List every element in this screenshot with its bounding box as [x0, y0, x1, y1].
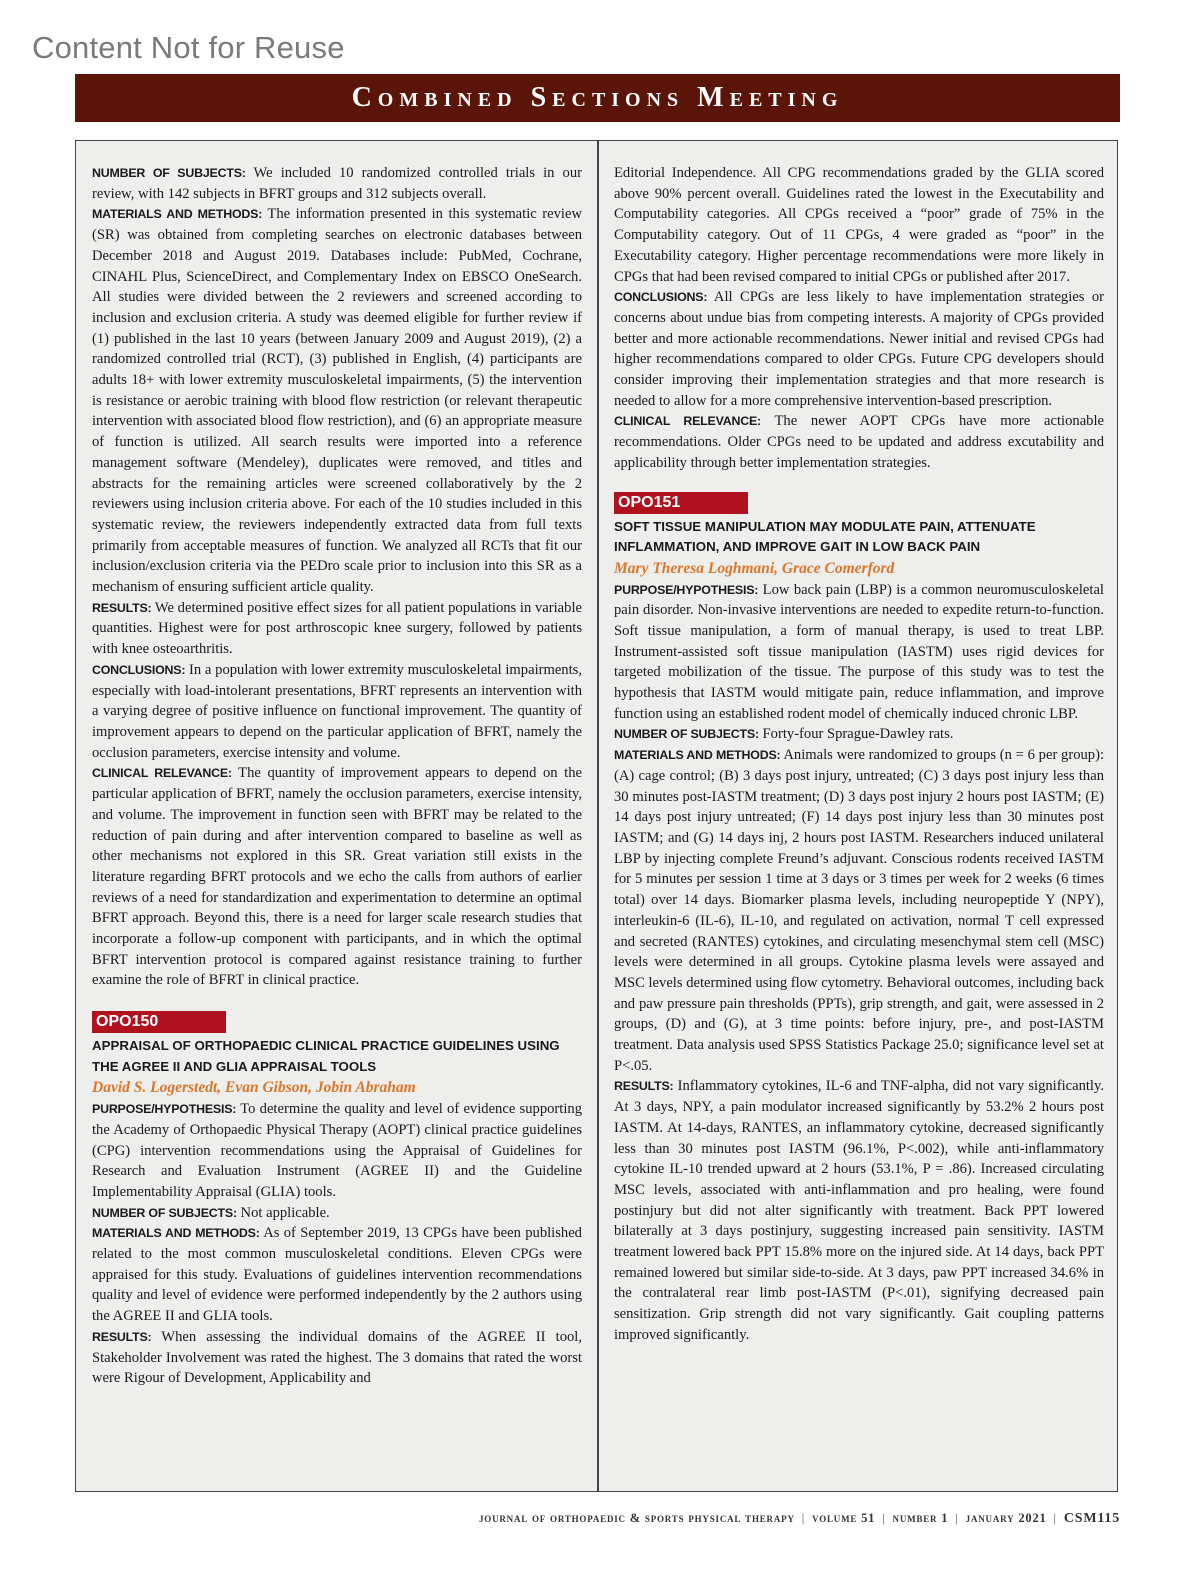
paragraph — [614, 411, 1104, 473]
section-label: RESULTS: — [92, 600, 152, 615]
paragraph-text: Editorial Independence. All CPG recommendations graded by the GLIA scored above 90% percent overall. Guidelines rated the lowest in the Executability and Computability categories. All CPGs received a “poor” grade of 75% in the Computability category. Out of 11 CPGs, 4 were graded as “poor” in the Executability category. Higher percentage recommendations were more likely in CPGs that had been revised compared to initial CPGs or published after 2017. — [614, 165, 1104, 285]
paragraph — [92, 163, 582, 204]
abstract-title: APPRAISAL OF ORTHOPAEDIC CLINICAL PRACTICE GUIDELINES USING THE AGREE II AND GLIA APPRAISAL TOOLS — [92, 1038, 560, 1074]
paragraph-text: Forty-four Sprague-Dawley rats. — [758, 726, 954, 743]
right-column — [614, 163, 1104, 1346]
section-label: MATERIALS AND METHODS: — [92, 207, 263, 222]
paragraph — [92, 660, 582, 764]
section-label: PURPOSE/HYPOTHESIS: — [92, 1102, 237, 1117]
journal-number: number 1 — [892, 1511, 949, 1525]
section-label: CONCLUSIONS: — [92, 662, 186, 677]
section-label: CONCLUSIONS: — [614, 290, 708, 305]
paragraph — [92, 1223, 582, 1327]
paragraph — [92, 598, 582, 660]
section-label: PURPOSE/HYPOTHESIS: — [614, 582, 759, 597]
journal-volume: volume 51 — [812, 1511, 876, 1525]
paragraph — [92, 204, 582, 597]
paragraph — [92, 1203, 582, 1224]
paragraph-text: To determine the quality and level of evidence supporting the Academy of Orthopaedic Physical Therapy (AOPT) clinical practice guidelines (CPG) intervention recommendations using the Appraisal of Guidelines for Research and Evaluation Instrument (AGREE II) and the Guideline Implementability Appraisal (GLIA) tools. — [92, 1101, 582, 1200]
section-label: NUMBER OF SUBJECTS: — [92, 1205, 237, 1220]
abstract-code-badge: OPO150 — [92, 1011, 226, 1033]
paragraph — [92, 1099, 582, 1203]
paragraph-text: We included 10 randomized controlled trials in our review, with 142 subjects in BFRT groups and 312 subjects overall. — [92, 165, 582, 202]
abstract-authors: David S. Logerstedt, Evan Gibson, Jobin Abraham — [92, 1079, 416, 1097]
column-divider — [597, 141, 599, 1491]
page-number: CSM115 — [1063, 1511, 1120, 1526]
page-footer: journal of orthopaedic & sports physical therapy | volume 51 | number 1 | january 2021 | CSM115 — [478, 1511, 1120, 1526]
section-label: CLINICAL RELEVANCE: — [614, 414, 761, 429]
section-banner: Combined Sections Meeting — [75, 74, 1120, 122]
abstract-authors: Mary Theresa Loghmani, Grace Comerford — [614, 559, 895, 577]
content-frame — [75, 140, 1118, 1492]
paragraph — [614, 1076, 1104, 1345]
section-label: RESULTS: — [614, 1079, 674, 1094]
paragraph — [614, 163, 1104, 287]
paragraph — [614, 745, 1104, 1076]
paragraph-text: All CPGs are less likely to have implementation strategies or concerns about undue bias from competing interests. A majority of CPGs provided better and more actionable recommendations. Newer initial and revised CPGs had higher recommendations compared to older CPGs. Future CPG developers should consider improving their implementation strategies and that more research is needed to allow for a more comprehensive intervention-based prescription. — [614, 289, 1104, 409]
left-column — [92, 163, 582, 1389]
section-label: MATERIALS AND METHODS: — [92, 1226, 260, 1241]
paragraph-text: The newer AOPT CPGs have more actionable recommendations. Older CPGs need to be updated and address excutability and applicability through better implementation strategies. — [614, 413, 1104, 471]
watermark: Content Not for Reuse — [32, 30, 345, 65]
paragraph-text: The quantity of improvement appears to depend on the particular application of BFRT, namely the occlusion parameters, exercise intensity, and volume. The improvement in function seen with BFRT may be related to the reduction of pain during and after intervention compared to baseline as well as other mechanisms not explored in this SR. Great variation still exists in the literature regarding BFRT protocols and we echo the calls from authors of earlier reviews of a need for standardization and experimentation to determine an optimal BFRT approach. Beyond this, there is a need for larger scale research studies that incorporate a follow-up component with participants, and in which the optimal BFRT intervention protocol is compared against resistance training to further examine the role of BFRT in clinical practice. — [92, 765, 583, 989]
paragraph — [614, 287, 1104, 411]
section-label: NUMBER OF SUBJECTS: — [92, 166, 246, 180]
paragraph-text: Animals were randomized to groups (n = 6 per group): (A) cage control; (B) 3 days post injury, untreated; (C) 3 days post injury less than 30 minutes post-IASTM treatment; (D) 3 days post injury 2 hours post IASTM; (E) 14 days post injury untreated; (F) 14 days post injury less than 30 minutes post IASTM; and (G) 14 days inj, 2 hours post IASTM. Researchers induced unilateral LBP by injecting complete Freund’s adjuvant. Conscious rodents received IASTM for 5 minutes per session 1 time at 3 days or 3 times per week for 2 weeks (6 times total) over 14 days. Biomarker plasma levels, including neuropeptide Y (NPY), interleukin-6 (IL-6), IL-10, and regulated on activation, normal T cell expressed and secreted (RANTES) cytokines, and circulating mesenchymal stem cell (MSC) levels were determined in all groups. Cytokine plasma levels were assayed and MSC levels determined using flow cytometry. Behavioral outcomes, including back and paw pressure pain thresholds (PPTs), grip strength, and gait, were assessed in 2 groups, (D) and (G), at 3 time points: before injury, pre-, and post-IASTM treatment. Data analysis used SPSS Statistics Package 25.0; significance level set at P<.05. — [614, 747, 1104, 1074]
paragraph-text: Low back pain (LBP) is a common neuromusculoskeletal pain disorder. Non-invasive interventions are needed to expedite return-to-function. Soft tissue manipulation, a form of manual therapy, is used to treat LBP. Instrument-assisted soft tissue manipulation (IASTM) uses rigid devices for targeted mobilization of the tissue. The purpose of this study was to test the hypothesis that IASTM would mitigate pain, reduce inflammation, and improve function using an established rodent model of chemically induced chronic LBP. — [614, 581, 1104, 722]
paragraph-text: The information presented in this systematic review (SR) was obtained from completing searches on electronic databases between December 2018 and August 2019. Databases include: PubMed, Cochrane, CINAHL Plus, ScienceDirect, and Complementary Index on EBSCO OneSearch. All studies were divided between the 2 reviewers and screened according to inclusion and exclusion criteria. A study was deemed eligible for further review if (1) published in the last 10 years (between January 2009 and August 2019), (2) a randomized controlled trial (RCT), (3) published in English, (4) participants are adults 18+ with lower extremity musculoskeletal impairments, (5) the intervention is resistance or aerobic training with blood flow restriction (or relevant therapeutic intervention with associated blood flow restriction), and (6) an appropriate measure of function is utilized. All search results were imported into a reference management software (Mendeley), duplicates were removed, and titles and abstracts for the remaining articles were screened collaboratively by the 2 reviewers using inclusion criteria above. For each of the 10 studies included in this systematic review, the reviewers independently extracted data from full texts primarily from acceptable measures of function. We analyzed all RCTs that fit our inclusion/exclusion criteria via the PEDro scale prior to inclusion into this SR as a mechanism of ensuring sufficient article quality. — [92, 206, 582, 596]
abstract-code-badge: OPO151 — [614, 492, 748, 514]
paragraph-text: Not applicable. — [236, 1204, 330, 1221]
paragraph — [614, 724, 1104, 745]
paragraph-text: Inflammatory cytokines, IL-6 and TNF-alpha, did not vary significantly. At 3 days, NPY, a pain modulator increased significantly by 53.2% 2 hours post IASTM. At 14-days, RANTES, an inflammatory cytokine, decreased significantly less than 30 minutes post IASTM (96.1%, P<.002), while anti-inflammatory cytokine IL-10 trended upward at 2 hours (53.1%, P = .86). Increased circulating MSC levels, associated with anti-inflammation and pro healing, were found postinjury but did not alter significantly with treatment. Back PPT lowered bilaterally at 3 days postinjury, suggesting increased pain sensitivity. IASTM treatment lowered back PPT 15.8% more on the injured side. At 14 days, back PPT remained lowered but similar side-to-side. At 3 days, paw PPT increased 34.6% in the contralateral rear limb post-IASTM (P<.01), signifying decreased pain sensitization. Grip strength did not vary significantly. Gait coupling patterns improved significantly. — [614, 1078, 1104, 1343]
abstract-title: SOFT TISSUE MANIPULATION MAY MODULATE PAIN, ATTENUATE INFLAMMATION, AND IMPROVE GAIT IN LOW BACK PAIN — [614, 518, 1036, 555]
paragraph — [92, 1327, 582, 1389]
paragraph-text: We determined positive effect sizes for all patient populations in variable quantities. Highest were for post arthroscopic knee surgery, followed by patients with knee osteoarthritis. — [92, 599, 582, 658]
journal-date: january 2021 — [965, 1511, 1047, 1525]
section-label: RESULTS: — [92, 1329, 152, 1344]
paragraph-text: When assessing the individual domains of the AGREE II tool, Stakeholder Involvement was rated the highest. The 3 domains that rated the worst were Rigour of Development, Applicability and — [92, 1328, 582, 1387]
section-label: NUMBER OF SUBJECTS: — [614, 727, 759, 742]
paragraph — [92, 763, 582, 991]
journal-name: journal of orthopaedic & sports physical therapy — [478, 1511, 795, 1525]
section-label: CLINICAL RELEVANCE: — [92, 766, 232, 781]
section-label: MATERIALS AND METHODS: — [614, 748, 781, 763]
paragraph-text: As of September 2019, 13 CPGs have been published related to the most common musculoskeletal conditions. Eleven CPGs were appraised for this study. Evaluations of guidelines intervention recommendations quality and level of evidence were performed independently by the 2 authors using the AGREE II and GLIA tools. — [92, 1225, 582, 1325]
paragraph — [614, 580, 1104, 725]
paragraph-text: In a population with lower extremity musculoskeletal impairments, especially with load-intolerant presentations, BFRT represents an intervention with a varying degree of positive influence on functional improvement. The quantity of improvement appears to depend on the particular application of BFRT, namely the occlusion parameters, exercise intensity and volume. — [92, 661, 582, 761]
